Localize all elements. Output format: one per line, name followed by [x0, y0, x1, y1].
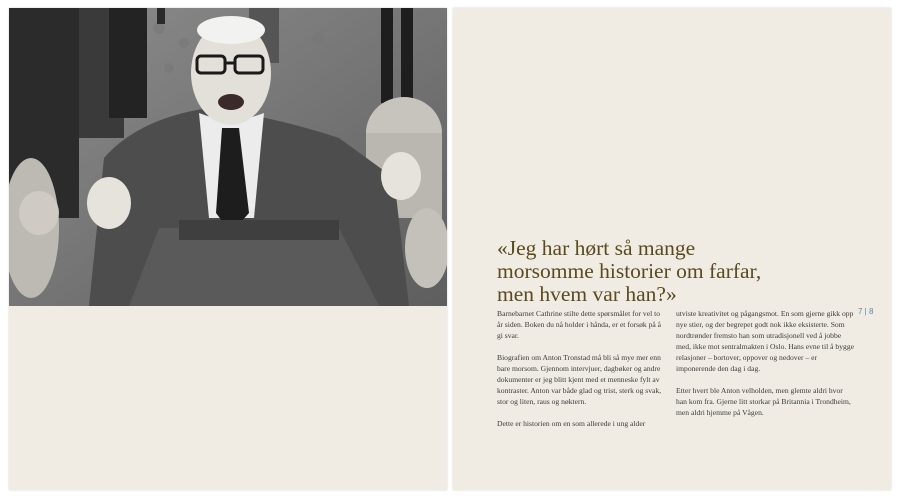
quote-line: «Jeg har hørt så mange [497, 236, 696, 260]
text-column-1 [497, 308, 667, 439]
paragraph: Etter hvert ble Anton velholden, men glemte aldri hvor han kom fra. Gjerne litt storkar på Britannia i Trondheim, men aldri hjemme på Vågen. [676, 386, 851, 418]
text-column-2 [676, 308, 854, 429]
pull-quote [497, 237, 837, 306]
photo-laughing-man [9, 8, 447, 306]
paragraph: utviste kreativitet og pågangsmot. En som gjerne gikk opp nye stier, og der begrepet godt nok ikke eksisterte. Som nordtrønder fremsto han som utradisjonell ved å jobbe med, ikke mot sentralmakten i Oslo. Hans evne til å bygge relasjoner – bortover, oppover og nedover – er imponerende den dag i dag. [676, 309, 854, 374]
quote-line: men hvem var han?» [497, 282, 677, 306]
paragraph: Biografien om Anton Tronstad må bli så mye mer enn bare morsom. Gjennom intervjuer, dagbøker og andre dokumenter er jeg blitt kjent med et menneske fylt av kontraster. Anton var både glad og trist, sterk og svak, stor og liten, raus og nøktern. [497, 352, 662, 407]
left-page [9, 8, 447, 490]
paragraph: Barnebarnet Cathrine stilte dette spørsmålet for vel to år siden. Boken du nå holder i hånda, er et forsøk på å gi svar. [497, 309, 662, 341]
quote-line: morsomme historier om farfar, [497, 259, 762, 283]
page-numbers: 7 | 8 [858, 307, 874, 316]
photograph [9, 8, 447, 306]
right-page [453, 8, 891, 490]
paragraph: Dette er historien om en som allerede i ung alder [497, 418, 646, 428]
